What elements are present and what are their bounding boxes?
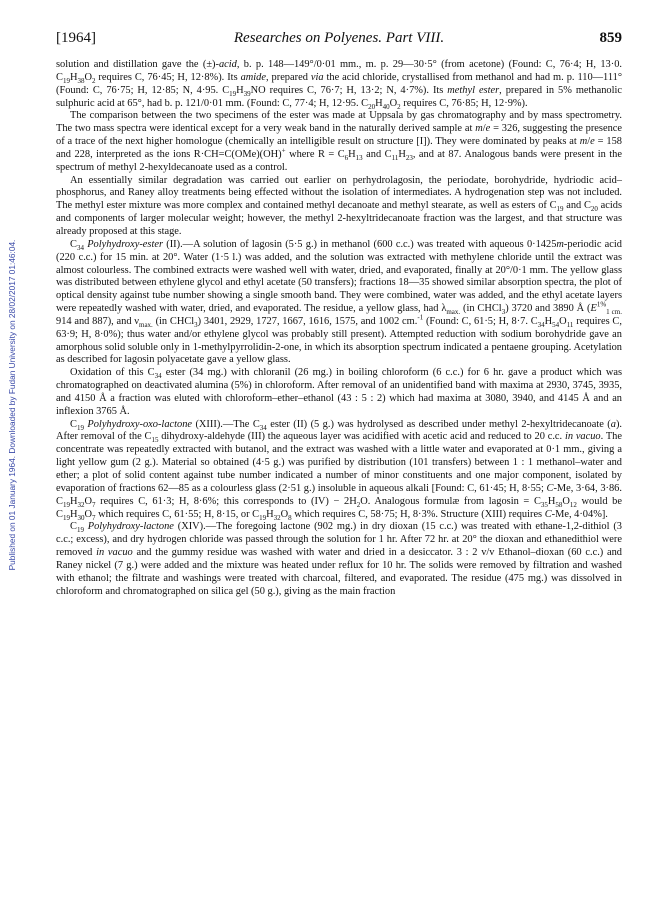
download-watermark-text: Published on 01 January 1964. Downloaded by Fudan University on 28/02/2017 01:46:04. bbox=[7, 239, 17, 571]
header-title: Researches on Polyenes. Part VIII. bbox=[233, 30, 445, 46]
body-paragraph: $C_{34}$ Polyhydroxy-ester (II).—A solution of lagosin (5·5 g.) in methanol (600 c.c.) was treated with aqueous 0·1425m-periodic acid (220 c.c.) for 15 min. at 20°. Water (1·5 l.) was added, and the solution was extracted with methylene chloride until the extract was almost colourless. The combined extracts were washed well with water, dried, and evaporated, finally at 20°/0·1 mm. The yellow glass was distributed between ethylene glycol and ethyl acetate (50 transfers); fractions 18—35 showed similar absorption spectra, the plot of optical density against tube number showing a single smooth band. They were combined, water was added, and the ethyl acetate layers were repeatedly washed with water, dried, and evaporated. The residue, a yellow glass, had $\lambda_{max.}$ (in CHCl$_3$) 3720 and 3890 Å ($E^{1\%}_{1 cm.}$ 914 and 887), and $\nu_{max.}$ (in CHCl$_3$) 3401, 2929, 1727, 1667, 1616, 1575, and 1002 cm.$^{-1}$ (Found: C, 61·5; H, 8·7. $C_{34}H_{54}O_{11}$ requires C, 63·9; H, 8·0%); thus water and/or ethylene glycol was probably still present). Attempted reduction with sodium borohydride gave an amorphous solid soluble only in 1-methylpyrrolidin-2-one, in which its absorption spectrum indicated a pentaene grouping. Acetylation as described for lagosin polyacetate gave a yellow glass. bbox=[56, 238, 622, 366]
page-number: 859 bbox=[599, 30, 622, 46]
running-header bbox=[56, 30, 622, 50]
body-paragraph: The comparison between the two specimens of the ester was made at Uppsala by gas chromatography and by mass spectrometry. The two mass spectra were identical except for a very weak band in the naturally derived sample at m/e = 326, suggesting the presence of a trace of the next higher homologue (chemically an intelligible result on structure [I]). They were dominated by peaks at m/e = 158 and 228, interpreted as the ions R·CH=C(OMe)(OH)+ where $R = C_6H_{13}$ and $C_{11}H_{23}$, and at 87. Analogous bands were present in the spectrum of methyl 2-hexyldecanoate used as a control. bbox=[56, 110, 622, 173]
body-paragraph: solution and distillation gave the (±)-acid, b. p. 148—149°/0·01 mm., m. p. 29—30·5° (from acetone) (Found: C, 76·4; H, 13·0. $C_{19}H_{38}O_2$ requires C, 76·45; H, 12·8%). Its amide, prepared via the acid chloride, crystallised from methanol and had m. p. 110—111° (Found: C, 76·75; H, 12·85; N, 4·95. $C_{19}H_{39}NO$ requires C, 76·7; H, 13·2; N, 4·7%). Its methyl ester, prepared in 5% methanolic sulphuric acid at 65°, had b. p. 121/0·01 mm. (Found: C, 77·4; H, 12·95. $C_{20}H_{40}O_2$ requires C, 76·85; H, 12·9%). bbox=[56, 59, 623, 111]
body-paragraph: $C_{19}$ Polyhydroxy-lactone (XIV).—The foregoing lactone (902 mg.) in dry dioxan (15 c.c.) was treated with ethane-1,2-dithiol (3 c.c.; excess), and dry hydrogen chloride was passed through the solution for 1 hr. After 72 hr. at 20° the dioxan and ethanedithiol were removed in vacuo and the gummy residue was washed with water and dried in a desiccator. 3 : 2 v/v Ethanol–dioxan (60 c.c.) and Raney nickel (7 g.) were added and the mixture was heated under reflux for 10 hr. The solids were removed by filtration and washed with ethanol; the filtrate and washings were treated with charcoal, filtered, and evaporated. The residue (475 mg.) was dissolved in chloroform and chromatographed on silica gel (50 g.), giving as the main fraction bbox=[56, 521, 622, 597]
header-year: [1964] bbox=[56, 30, 96, 46]
download-watermark bbox=[5, 95, 19, 715]
article-body bbox=[56, 59, 622, 598]
body-paragraph: An essentially similar degradation was carried out earlier on perhydrolagosin, the periodate, borohydride, hydriodic acid–phosphorus, and Raney alloy treatments being effected without the isolation of intermediates. A hydrogenation step was not included. The methyl ester mixture was more complex and contained methyl decanoate and methyl stearate, as well as esters of $C_{19}$ and $C_{20}$ acids and components of larger molecular weight; however, the methyl 2-hexyltridecanoate fraction was the largest, and that structure was already proposed at this stage. bbox=[56, 174, 623, 237]
body-paragraph: $C_{19}$ Polyhydroxy-oxo-lactone (XIII).—The $C_{34}$ ester (II) (5 g.) was hydrolysed as described under methyl 2-hexyltridecanoate (a). After removal of the $C_{15}$ dihydroxy-aldehyde (III) the aqueous layer was acidified with acetic acid and reduced to 20 c.c. in vacuo. The concentrate was repeatedly extracted with butanol, and the extract was washed with a little water and evaporated at 0·1 mm., giving a light yellow gum (2 g.). Material so obtained (4·5 g.) was purified by distribution (101 transfers) between 1 : 1 methanol–water and ether; a plot of solid content against tube number indicated a number of minor constituents and one major component, isolated by evaporation of fractions 62—85 as a colourless glass (2·51 g.) insoluble in aqueous alkali [Found: C, 61·45; H, 8·55; C-Me, 3·64, 3·86. $C_{19}H_{32}O_7$ requires C, 61·3; H, 8·6%; this corresponds to $(IV) - 2H_2O$. Analogous formulæ from lagosin = $C_{35}H_{58}O_{12}$ would be $C_{19}H_{30}O_7$ which requires C, 61·55; H, 8·15, or $C_{19}H_{32}O_8$ which requires C, 58·75; H, 8·3%. Structure (XIII) requires C-Me, 4·04%]. bbox=[56, 418, 622, 522]
body-paragraph: Oxidation of this $C_{34}$ ester (34 mg.) with chloranil (26 mg.) in boiling chloroform (6 c.c.) for 6 hr. gave a product which was chromatographed on deactivated alumina (5%) in chloroform. After removal of an unidentified band with maxima at 2930, 3745, 3935, and 4150 Å a fraction was eluted with chloroform–ether–ethanol (43 : 5 : 2) which had maxima at 3080, 3940, and 4145 Å and an inflexion 3765 Å. bbox=[56, 367, 623, 417]
